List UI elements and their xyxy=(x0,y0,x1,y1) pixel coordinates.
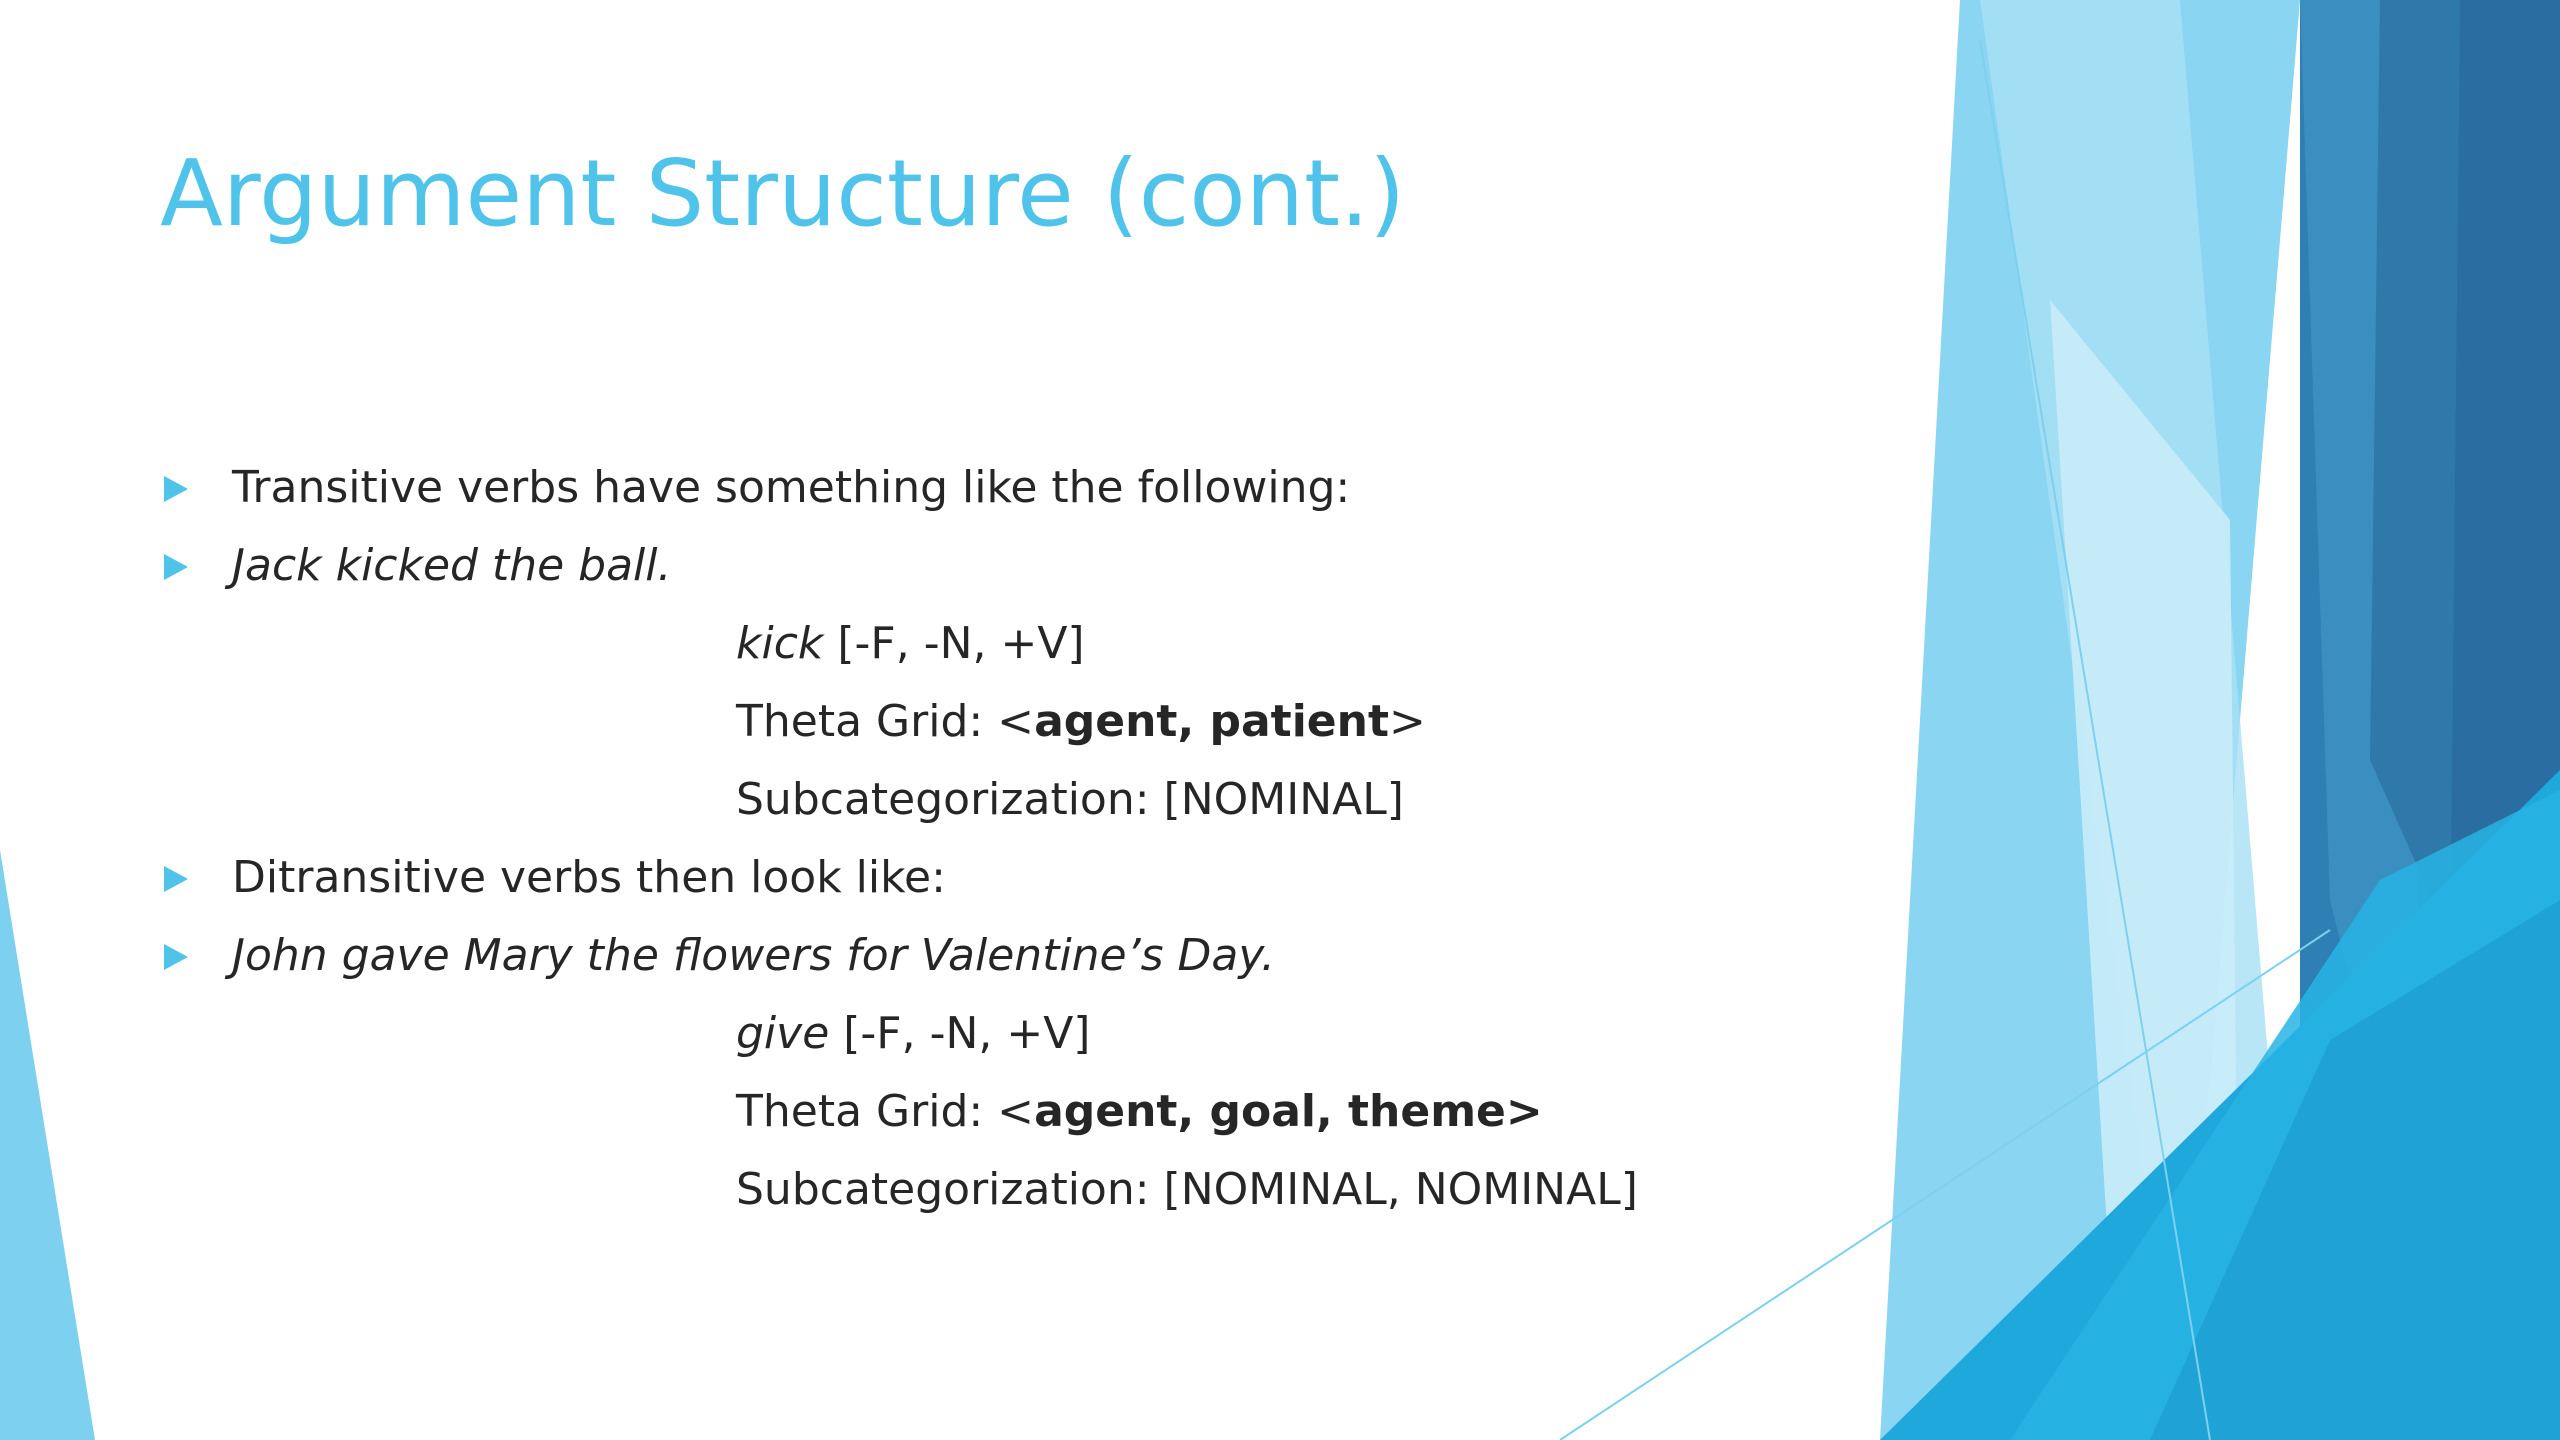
theta-grid-close: > xyxy=(1388,696,1426,747)
theta-grid-label: Theta Grid: < xyxy=(736,1086,1035,1137)
give-features-line xyxy=(736,1004,1090,1064)
slide-title: Argument Structure (cont.) xyxy=(160,140,1406,247)
theta-roles: agent, patient xyxy=(1034,696,1389,747)
kick-features-line xyxy=(736,614,1085,674)
theta-grid-give xyxy=(736,1082,1543,1142)
subcat-kick: Subcategorization: [NOMINAL] xyxy=(736,774,1404,825)
kick-features: [-F, -N, +V] xyxy=(823,618,1085,669)
bullet-arrow-icon xyxy=(164,866,188,892)
bullet-arrow-icon xyxy=(164,554,188,580)
give-features: [-F, -N, +V] xyxy=(829,1008,1091,1059)
theta-roles: agent, goal, theme> xyxy=(1034,1086,1543,1137)
subcat-give: Subcategorization: [NOMINAL, NOMINAL] xyxy=(736,1164,1638,1215)
deco-shape xyxy=(0,850,95,1440)
theta-grid-kick xyxy=(736,692,1426,752)
bullet-transitive: Transitive verbs have something like the following: xyxy=(232,462,1351,513)
bullet-example-john: John gave Mary the flowers for Valentine’s Day. xyxy=(232,930,1275,981)
bullet-ditransitive: Ditransitive verbs then look like: xyxy=(232,852,946,903)
theta-grid-label: Theta Grid: < xyxy=(736,696,1035,747)
verb-kick: kick xyxy=(736,618,824,669)
bullet-example-jack: Jack kicked the ball. xyxy=(232,540,672,591)
verb-give: give xyxy=(736,1008,830,1059)
bullet-arrow-icon xyxy=(164,476,188,502)
bullet-arrow-icon xyxy=(164,944,188,970)
